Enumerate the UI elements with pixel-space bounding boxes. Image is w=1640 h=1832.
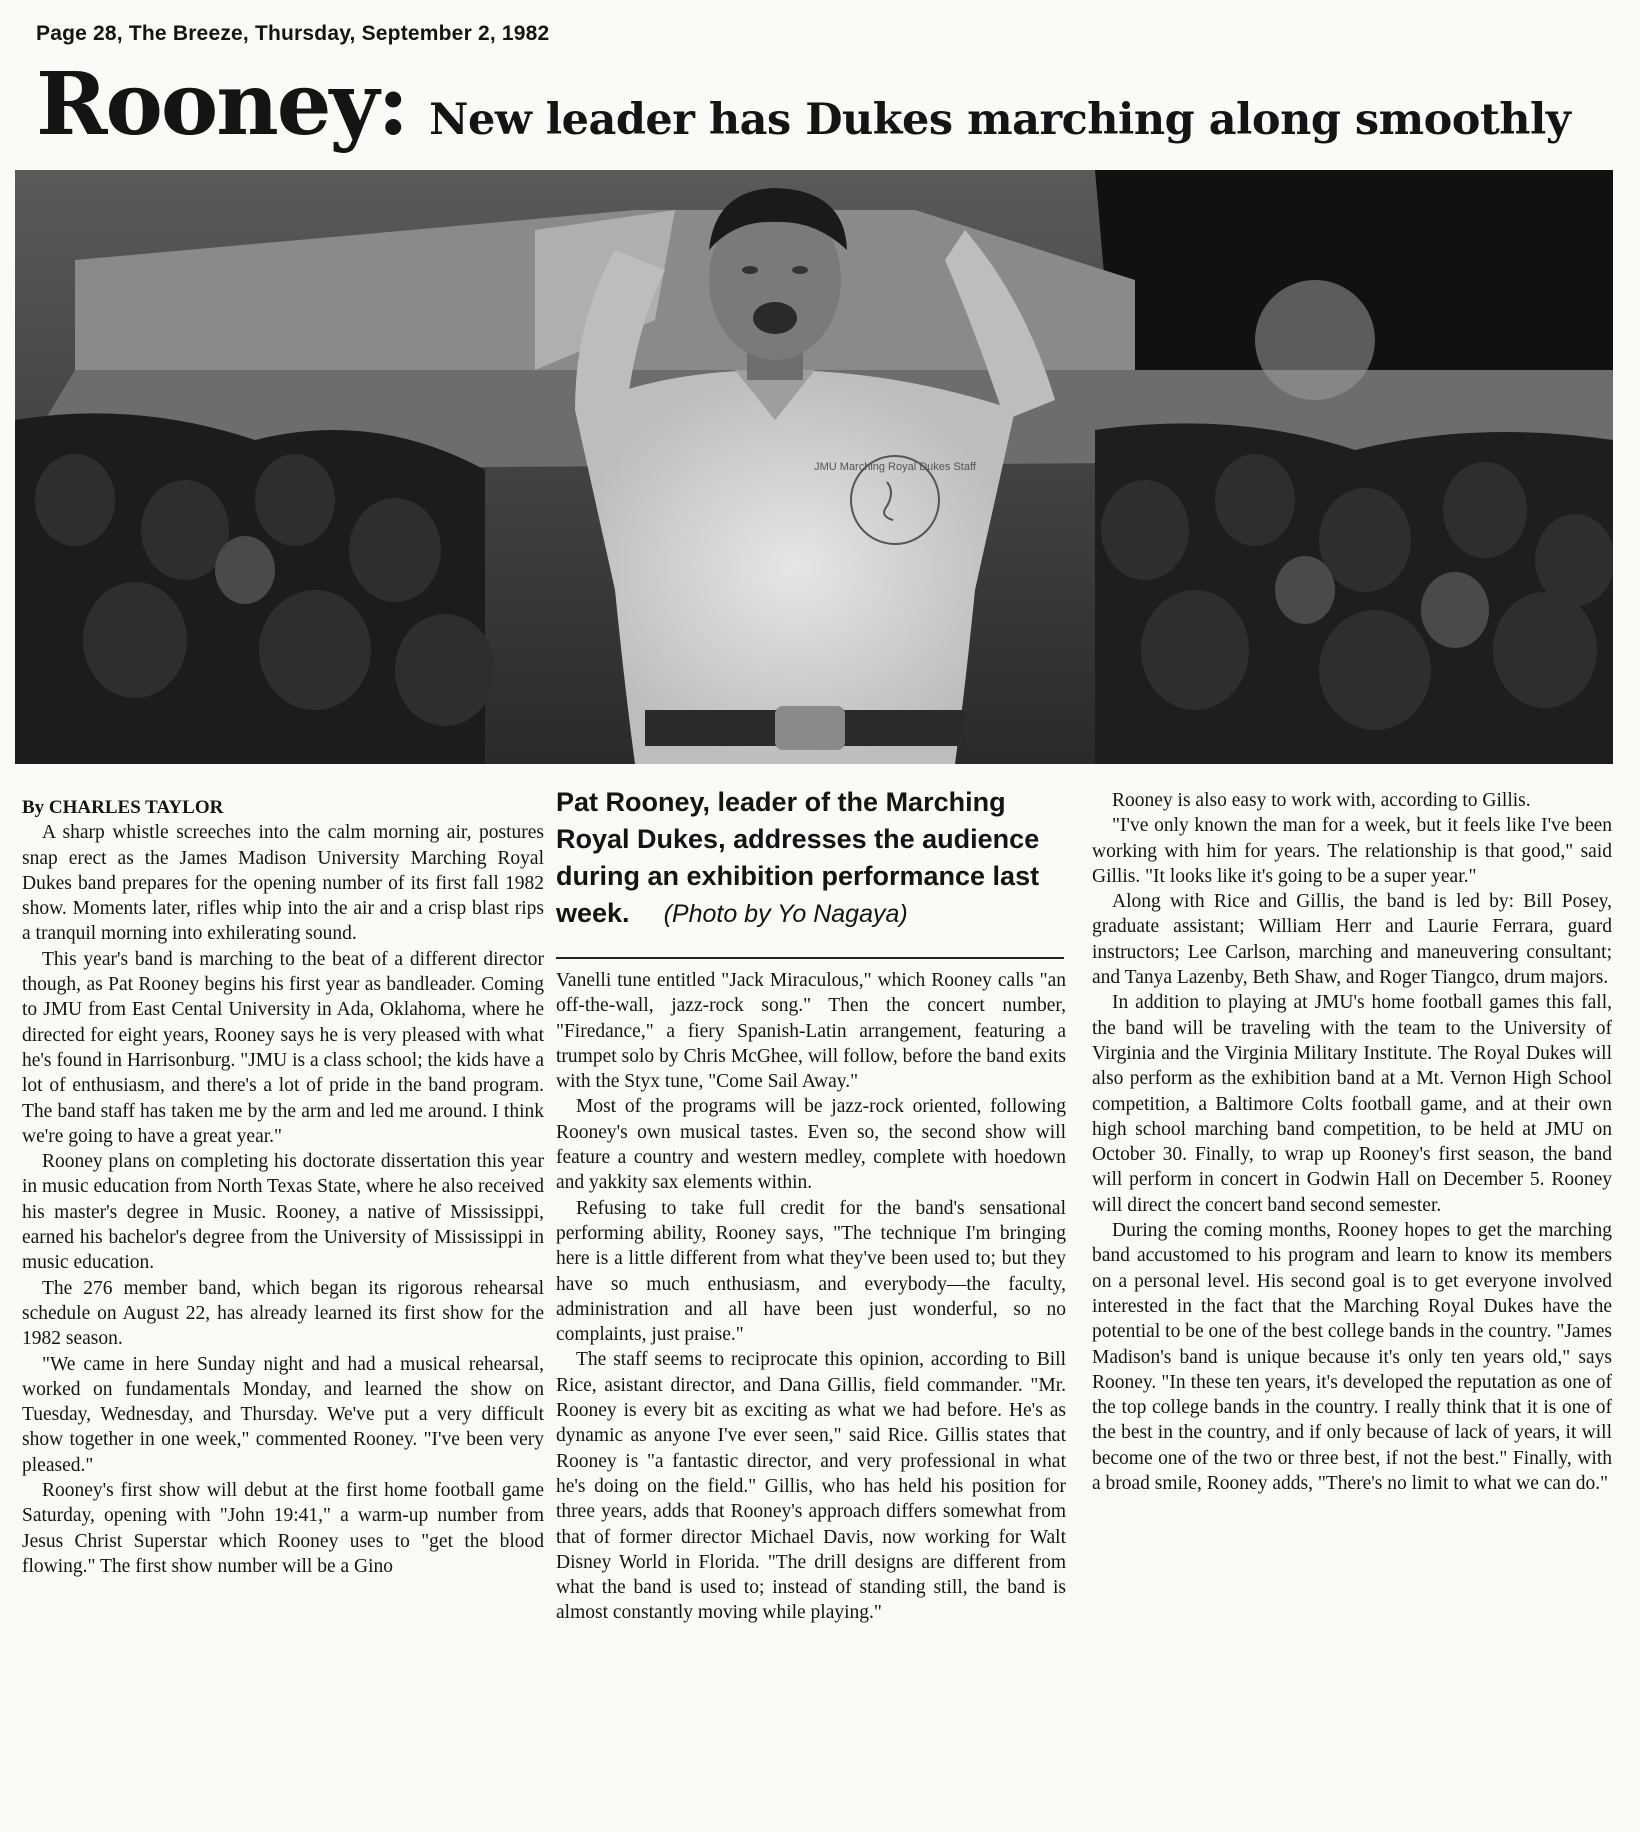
- photo-illustration: [15, 170, 1613, 764]
- column-2-paragraph: The staff seems to reciprocate this opinion, according to Bill Rice, asistant director, and Dana Gillis, field commander. "Mr. Rooney is every bit as exciting as what we had before. He's as dynamic as anyone I've ever seen," said Rice. Gillis states that Rooney is "a fantastic director, and very professional in what he's doing on the field." Gillis, who has held his position for three years, adds that Rooney's approach differs somewhat from that of former director Michael Davis, now working for Walt Disney World in Florida. "The drill designs are different from what the band is used to; instead of standing still, the band is almost constantly moving while playing.": [556, 1349, 1066, 1624]
- caption-text: Pat Rooney, leader of the Marching Royal Dukes, addresses the audience during an exhibition performance last week.: [556, 787, 1040, 928]
- column-1-paragraph: Rooney plans on completing his doctorate dissertation this year in music education from North Texas State, where he also received his master's degree in Music. Rooney, a native of Mississippi, earned his bachelor's degree from the University of Mississippi in music education.: [22, 1151, 544, 1274]
- column-1-paragraph: Rooney's first show will debut at the first home football game Saturday, opening with "John 19:41," a warm-up number from Jesus Christ Superstar which Rooney uses to "get the blood flowing." The first show number will be a Gino: [22, 1480, 544, 1577]
- column-1-paragraph: "We came in here Sunday night and had a musical rehearsal, worked on fundamentals Monday, and learned the show on Tuesday, Wednesday, and Thursday. We've put a very difficult show together in one week," commented Rooney. "I've been very pleased.": [22, 1353, 544, 1476]
- headline-main: Rooney:: [36, 54, 408, 155]
- column-1-paragraph: This year's band is marching to the beat of a different director though, as Pat Rooney begins his first year as bandleader. Coming to JMU from East Cental University in Ada, Oklahoma, where he directed for eight years, Rooney says he is very pleased with what he's found in Harrisonburg. "JMU is a class school; the kids have a lot of enthusiasm, and there's a lot of pride in the band program. The band staff has taken me by the arm and led me around. I think we're going to have a great year.": [22, 948, 544, 1147]
- photo-caption: [556, 784, 1064, 948]
- column-3-paragraph: "I've only known the man for a week, but it feels like I've been working with him for years. The relationship is that good," said Gillis. "It looks like it's going to be a super year.": [1092, 815, 1612, 887]
- column-3-paragraph: Along with Rice and Gillis, the band is led by: Bill Posey, graduate assistant; William Herr and Laurie Ferrara, guard instructors; Lee Carlson, marching and maneuvering consultant; and Tanya Lazenby, Beth Shaw, and Roger Tiangco, drum majors.: [1092, 891, 1612, 989]
- article-column-3: [1092, 788, 1612, 1496]
- caption-divider: [556, 957, 1064, 959]
- lead-photo: [15, 170, 1613, 764]
- column-1-paragraph: A sharp whistle screeches into the calm morning air, postures snap erect as the James Madison University Marching Royal Dukes band prepares for the opening number of its first fall 1982 show. Moments later, rifles whip into the air and a crisp blast rips a tranquil morning into exhilerating sound.: [22, 822, 544, 945]
- headline-sub: New leader has Dukes marching along smoothly: [429, 95, 1571, 145]
- column-2-paragraph: Vanelli tune entitled "Jack Miraculous," which Rooney calls "an off-the-wall, jazz-rock song." Then the concert number, "Firedance," a fiery Spanish-Latin arrangement, featuring a trumpet solo by Chris McGhee, will follow, before the band exits with the Styx tune, "Come Sail Away.": [556, 970, 1066, 1093]
- column-3-paragraph: During the coming months, Rooney hopes to get the marching band accustomed to his program and learn to know its members on a personal level. His second goal is to get everyone involved interested in the fact that the Marching Royal Dukes have the potential to be one of the best college bands in the country. "James Madison's band is unique because it's only ten years old," says Rooney. "In these ten years, it's developed the reputation as one of the top college bands in the country. I really think that it is one of the best in the country, and if only because of lack of years, it will become one of the two or three best, if not the best." Finally, with a broad smile, Rooney adds, "There's no limit to what we can do.": [1092, 1220, 1612, 1495]
- column-3-paragraph: In addition to playing at JMU's home football games this fall, the band will be traveling with the team to the University of Virginia and the Virginia Military Institute. The Royal Dukes will also perform as the exhibition band at a Mt. Vernon High School competition, a Baltimore Colts football game, and at their own high school marching band competition, to be held at JMU on October 30. Finally, to wrap up Rooney's first season, the band will perform in concert in Godwin Hall on December 5. Rooney will direct the concert band second semester.: [1092, 992, 1612, 1216]
- column-1-paragraph: The 276 member band, which began its rigorous rehearsal schedule on August 22, has already learned its first show for the 1982 season.: [22, 1277, 544, 1350]
- article-column-1: [22, 795, 544, 1579]
- byline: By CHARLES TAYLOR: [22, 797, 224, 818]
- page-folio: Page 28, The Breeze, Thursday, September 2, 1982: [36, 22, 550, 45]
- headline: [36, 54, 1616, 164]
- shirt-emblem-text: JMU Marching Royal Dukes Staff: [814, 461, 976, 473]
- column-2-paragraph: Refusing to take full credit for the band's sensational performing ability, Rooney says, "The technique I'm bringing here is a little different from what they've been used to; but they have so much enthusiasm, and everybody—the faculty, administration and all have been just wonderful, so no complaints, just praise.": [556, 1197, 1066, 1346]
- article-column-2: [556, 968, 1066, 1626]
- photo-credit: (Photo by Yo Nagaya): [663, 900, 908, 928]
- column-3-paragraph: Rooney is also easy to work with, according to Gillis.: [1112, 790, 1531, 811]
- column-2-paragraph: Most of the programs will be jazz-rock oriented, following Rooney's own musical tastes. Even so, the second show will feature a country and western medley, complete with hoedown and yakkity sax elements within.: [556, 1096, 1066, 1194]
